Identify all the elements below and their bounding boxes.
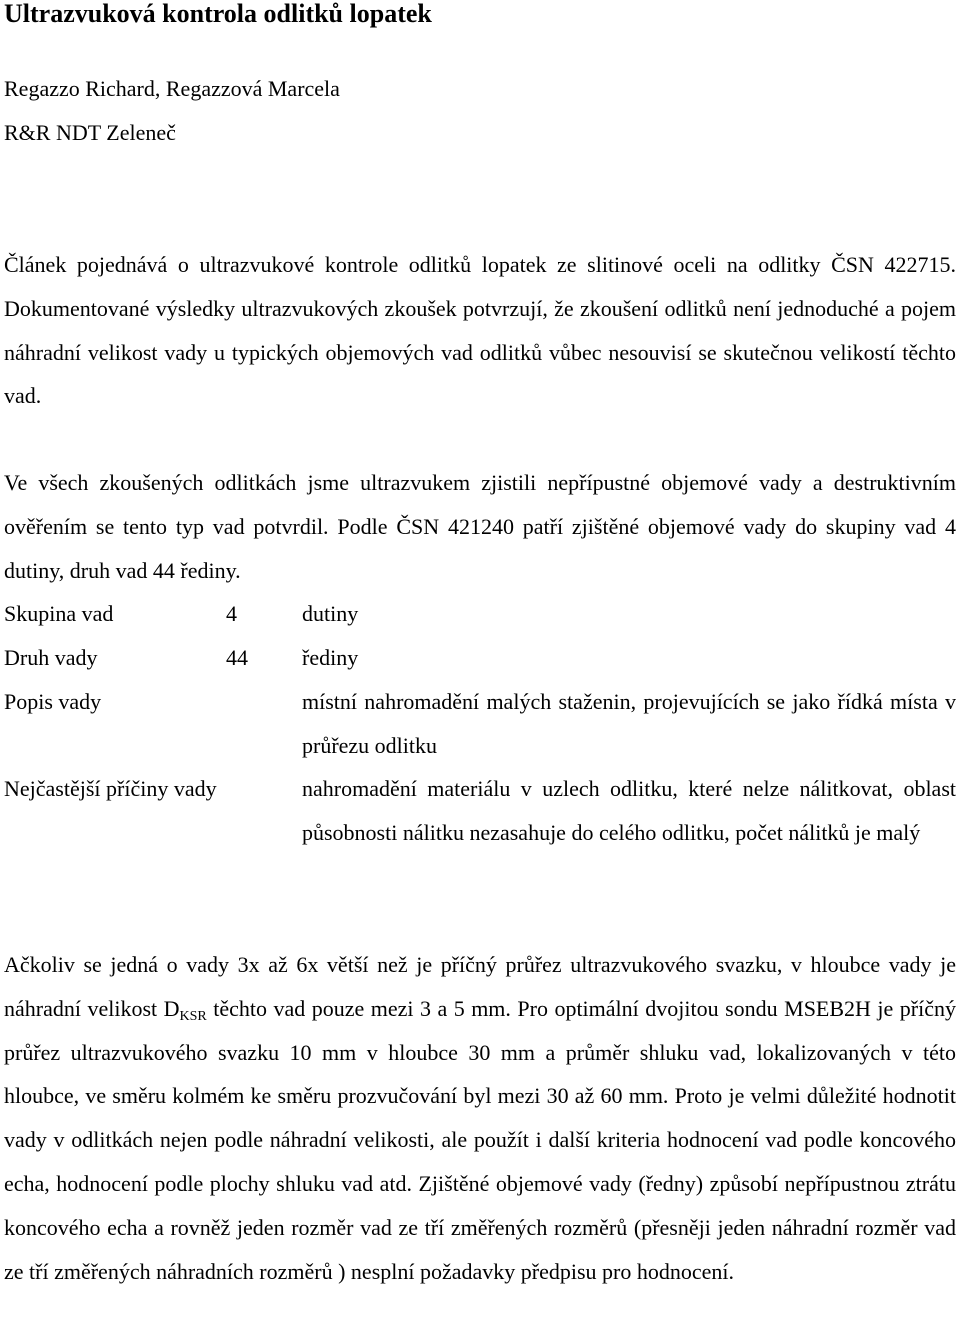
main-paragraph-text-1: Ačkoliv se jedná o vady 3x až 6x větší než je příčný průřez ultrazvukového svazku, v hloubce vady je náhradní velikost D — [4, 952, 956, 1021]
dksr-subscript: KSR — [179, 1008, 207, 1024]
table-row-value: místní nahromadění malých staženin, projevujících se jako řídká místa v průřezu odlitku — [302, 689, 956, 758]
table-row-code: 44 — [226, 645, 248, 670]
authors: Regazzo Richard, Regazzová Marcela — [4, 76, 340, 101]
intro-paragraph: Ve všech zkoušených odlitkách jsme ultrazvukem zjistili nepřípustné objemové vady a destruktivním ověřením se tento typ vad potvrdil. Podle ČSN 421240 patří zjištěné objemové vady do skupiny vad 4 dutiny, druh vad 44 řediny. — [4, 470, 956, 583]
table-row-value: nahromadění materiálu v uzlech odlitku, které nelze nálitkovat, oblast působnosti nálitku nezasahuje do celého odlitku, počet nálitků je malý — [302, 776, 956, 845]
article-title: Ultrazvuková kontrola odlitků lopatek — [4, 0, 432, 28]
abstract-paragraph: Článek pojednává o ultrazvukové kontrole odlitků lopatek ze slitinové oceli na odlitky ČSN 422715. Dokumentované výsledky ultrazvukových zkoušek potvrzují, že zkoušení odlitků není jednoduché a pojem náhradní velikost vady u typických objemových vad odlitků vůbec nesouvisí se skutečnou velikostí těchto vad. — [4, 252, 956, 409]
main-paragraph — [4, 943, 956, 1293]
table-row-label: Popis vady — [4, 689, 102, 714]
affiliation: R&R NDT Zeleneč — [4, 120, 176, 145]
table-row-label: Druh vady — [4, 645, 98, 670]
table-row-label: Nejčastější příčiny vady — [4, 776, 217, 801]
table-row-label: Skupina vad — [4, 601, 114, 626]
table-row-value: řediny — [302, 645, 359, 670]
table-row-code: 4 — [226, 601, 237, 626]
main-paragraph-text-2: těchto vad pouze mezi 3 a 5 mm. Pro optimální dvojitou sondu MSEB2H je příčný průřez ultrazvukového svazku 10 mm v hloubce 30 mm a průměr shluku vad, lokalizovaných v této hloubce, ve směru kolmém ke směru prozvučování byl mezi 30 až 60 mm. Proto je velmi důležité hodnotit vady v odlitkách nejen podle náhradní velikosti, ale použít i další kriteria hodnocení vad podle koncového echa, hodnocení podle plochy shluku vad atd. Zjištěné objemové vady (ředny) způsobí nepřípustnou ztrátu koncového echa a rovněž jeden rozměr vad ze tří změřených rozměrů (přesněji jeden náhradní rozměr vad ze tří změřených náhradních rozměrů ) nesplní požadavky předpisu pro hodnocení. — [4, 995, 956, 1284]
table-row-value: dutiny — [302, 601, 359, 626]
